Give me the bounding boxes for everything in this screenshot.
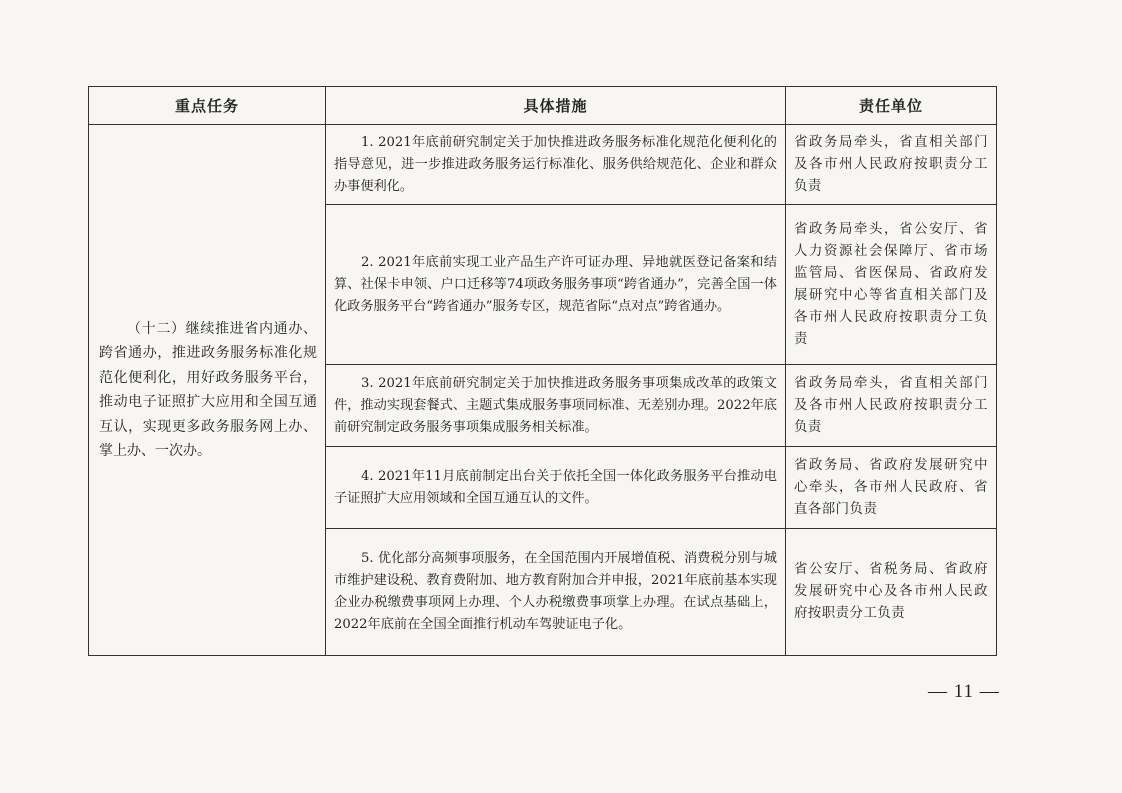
unit-text: 省政务局牵头，省直相关部门及各市州人民政府按职责分工负责 — [794, 134, 988, 194]
task-cell — [89, 125, 326, 656]
unit-cell — [786, 205, 997, 365]
measure-cell — [326, 365, 786, 447]
unit-cell — [786, 447, 997, 529]
unit-cell — [786, 125, 997, 205]
measure-text: 5. 优化部分高频事项服务，在全国范围内开展增值税、消费税分别与城市维护建设税、教育费附加、地方教育附加合并申报，2021年底前基本实现企业办税缴费事项网上办理、个人办税缴费事项掌上办理。在试点基础上，2022年底前在全国全面推行机动车驾驶证电子化。 — [334, 551, 777, 632]
measure-text: 2. 2021年底前实现工业产品生产许可证办理、异地就医登记备案和结算、社保卡申领、户口迁移等74项政务服务事项“跨省通办”，完善全国一体化政务服务平台“跨省通办”服务专区，规范省际“点对点”跨省通办。 — [334, 254, 777, 314]
unit-text: 省政务局、省政府发展研究中心牵头，各市州人民政府、省直各部门负责 — [794, 457, 988, 517]
task-text: （十二）继续推进省内通办、跨省通办，推进政务服务标准化规范化便利化，用好政务服务平台，推动电子证照扩大应用和全国互通互认，实现更多政务服务网上办、掌上办、一次办。 — [99, 320, 317, 459]
unit-text: 省公安厅、省税务局、省政府发展研究中心及各市州人民政府按职责分工负责 — [794, 562, 988, 621]
measure-cell — [326, 447, 786, 529]
table-header-row — [89, 87, 997, 125]
unit-cell — [786, 529, 997, 656]
measure-cell — [326, 205, 786, 365]
page-number: — 11 — — [928, 681, 1000, 702]
task-table — [88, 86, 997, 656]
header-measure: 具体措施 — [326, 87, 786, 125]
table-row — [89, 125, 997, 205]
measure-text: 4. 2021年11月底前制定出台关于依托全国一体化政务服务平台推动电子证照扩大应用领域和全国互通互认的文件。 — [334, 468, 777, 506]
unit-cell — [786, 365, 997, 447]
header-unit: 责任单位 — [786, 87, 997, 125]
measure-text: 3. 2021年底前研究制定关于加快推进政务服务事项集成改革的政策文件，推动实现套餐式、主题式集成服务事项同标准、无差别办理。2022年底前研究制定政务服务事项集成服务相关标准。 — [334, 375, 777, 435]
measure-text: 1. 2021年底前研究制定关于加快推进政务服务标准化规范化便利化的指导意见，进一步推进政务服务运行标准化、服务供给规范化、企业和群众办事便利化。 — [334, 134, 777, 194]
unit-text: 省政务局牵头，省公安厅、省人力资源社会保障厅、省市场监管局、省医保局、省政府发展研究中心等省直相关部门及各市州人民政府按职责分工负责 — [794, 221, 988, 347]
header-task: 重点任务 — [89, 87, 326, 125]
measure-cell — [326, 529, 786, 656]
unit-text: 省政务局牵头，省直相关部门及各市州人民政府按职责分工负责 — [794, 375, 988, 435]
measure-cell — [326, 125, 786, 205]
